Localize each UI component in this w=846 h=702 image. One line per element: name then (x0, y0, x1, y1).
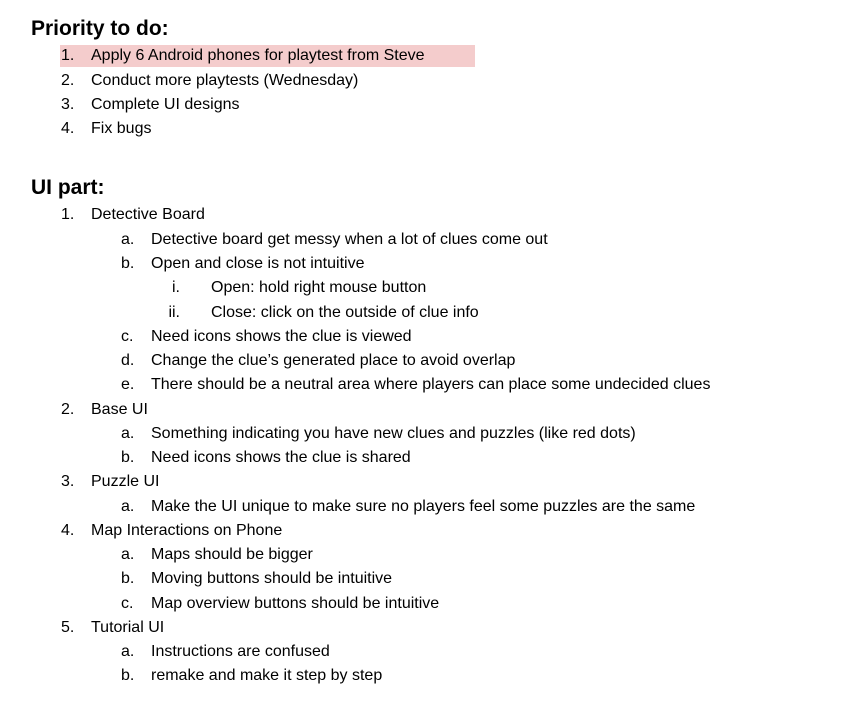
list-item-text: Change the clue’s generated place to avoid overlap (151, 352, 516, 369)
list-item-text: remake and make it step by step (151, 667, 383, 684)
list-marker: ii. (168, 304, 180, 321)
list-marker: 1. (61, 206, 75, 223)
list-marker: 4. (61, 120, 75, 137)
list-item-text: Need icons shows the clue is viewed (151, 328, 412, 345)
list-marker: 5. (61, 619, 75, 636)
list-marker: b. (121, 570, 135, 587)
list-item-text: Make the UI unique to make sure no players feel some puzzles are the same (151, 498, 696, 515)
list-marker: b. (121, 667, 135, 684)
list-item-text: Moving buttons should be intuitive (151, 570, 393, 587)
list-item-text: Tutorial UI (91, 619, 165, 636)
list-item-text: Map Interactions on Phone (91, 522, 283, 539)
list-item-text: There should be a neutral area where players can place some undecided clues (151, 376, 711, 393)
list-item-text: Complete UI designs (91, 96, 240, 113)
priority-heading: Priority to do: (31, 17, 169, 40)
list-item-text: Conduct more playtests (Wednesday) (91, 72, 359, 89)
list-item-text: Open and close is not intuitive (151, 255, 365, 272)
list-marker: c. (121, 595, 134, 612)
list-marker: 3. (61, 96, 75, 113)
list-marker: 2. (61, 401, 75, 418)
list-item-text: Fix bugs (91, 120, 152, 137)
list-marker: e. (121, 376, 135, 393)
list-marker: a. (121, 546, 135, 563)
list-item-text: Maps should be bigger (151, 546, 313, 563)
list-marker: 2. (61, 72, 75, 89)
list-marker: 4. (61, 522, 75, 539)
list-item-text: Need icons shows the clue is shared (151, 449, 411, 466)
list-marker: a. (121, 498, 135, 515)
list-item-text: Detective board get messy when a lot of clues come out (151, 231, 548, 248)
ui-part-heading: UI part: (31, 176, 105, 199)
list-marker: i. (172, 279, 180, 296)
list-marker: d. (121, 352, 135, 369)
list-item-text: Close: click on the outside of clue info (211, 304, 479, 321)
list-marker: a. (121, 425, 135, 442)
list-marker: c. (121, 328, 134, 345)
list-marker: a. (121, 643, 135, 660)
list-marker: b. (121, 255, 135, 272)
list-item-text: Open: hold right mouse button (211, 279, 427, 296)
list-item-text: Detective Board (91, 206, 205, 223)
list-marker: 3. (61, 473, 75, 490)
list-item-text: Instructions are confused (151, 643, 330, 660)
list-marker: 1. (61, 47, 75, 64)
list-item-text: Puzzle UI (91, 473, 160, 490)
list-item-text: Something indicating you have new clues and puzzles (like red dots) (151, 425, 636, 442)
list-marker: a. (121, 231, 135, 248)
list-item-text: Map overview buttons should be intuitive (151, 595, 440, 612)
list-item-text: Apply 6 Android phones for playtest from Steve (91, 47, 425, 64)
list-item-text: Base UI (91, 401, 148, 418)
list-marker: b. (121, 449, 135, 466)
